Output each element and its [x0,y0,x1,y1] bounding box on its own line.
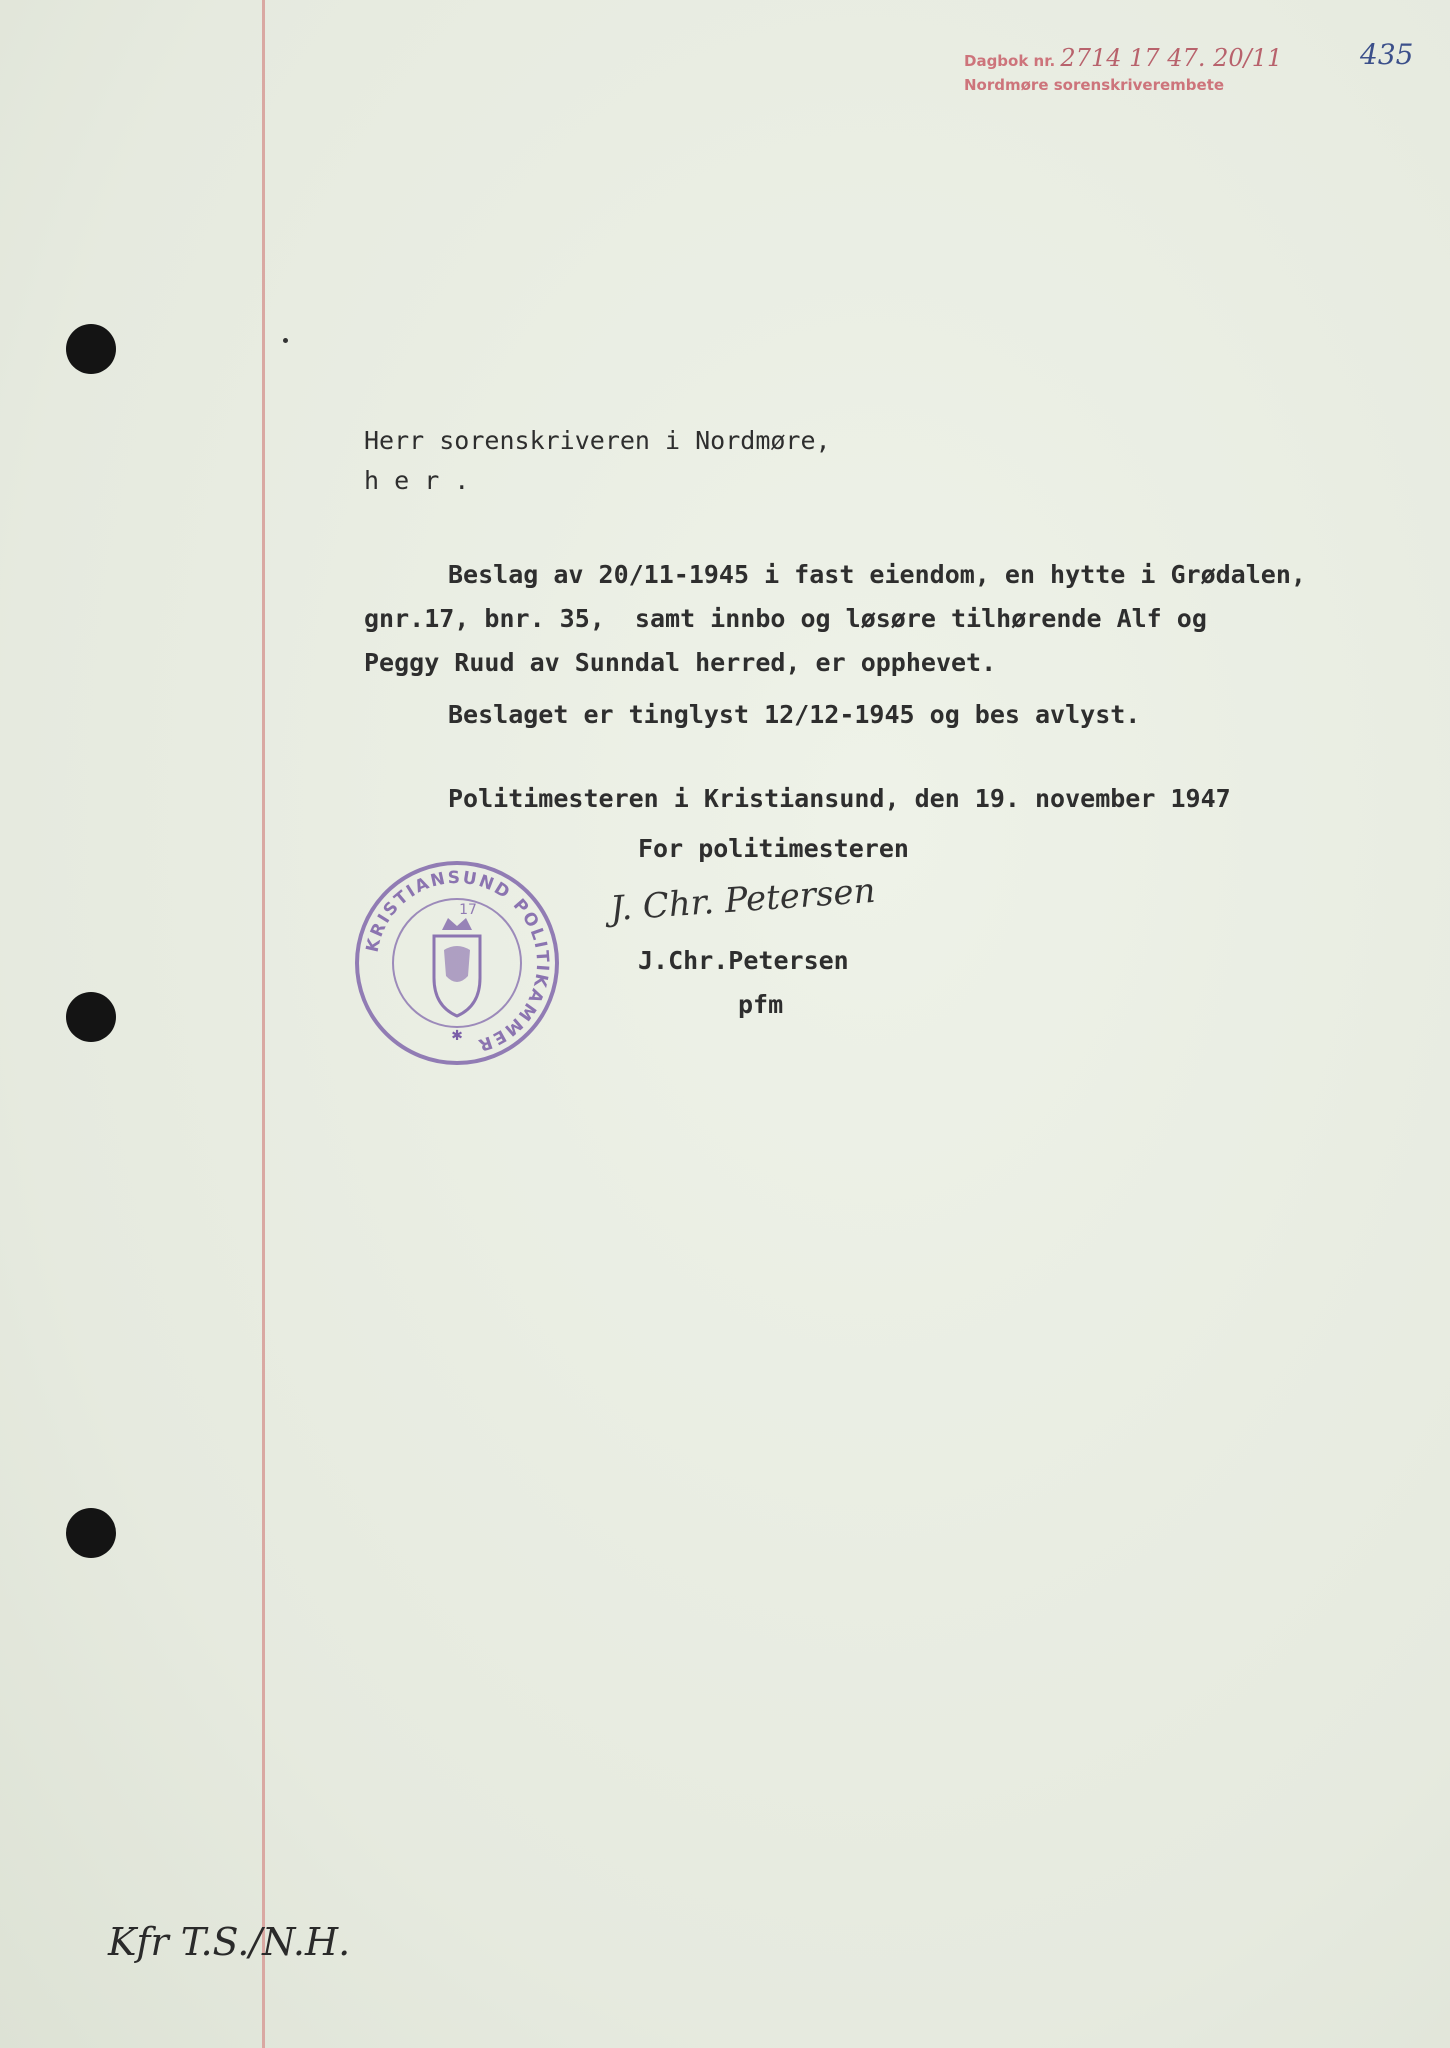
stamp-handwritten-number: 2714 17 47. 20/11 [1060,44,1283,72]
police-seal [352,858,562,1068]
signer-title: pfm [738,990,784,1019]
address-line2: h e r . [364,466,470,495]
punch-hole-top [66,324,116,374]
seal-ring-text: KRISTIANSUND POLITIKAMMER [362,867,553,1056]
punch-hole-middle [66,992,116,1042]
body-paragraph1-line1: Beslag av 20/11-1945 i fast eiendom, en hytte i Grødalen, [448,560,1306,589]
closing-place-date: Politimesteren i Kristiansund, den 19. november 1947 [448,784,1231,813]
address-line1: Herr sorenskriveren i Nordmøre, [364,426,831,455]
handwritten-note: Kfr T.S./N.H. [108,1920,351,1964]
stamp-line2: Nordmøre sorenskriverembete [964,76,1225,94]
closing-for-line: For politimesteren [638,834,909,863]
registry-stamp [964,46,1282,97]
svg-text:✱: ✱ [451,1024,463,1045]
signer-name: J.Chr.Petersen [638,946,849,975]
seal-number: 17 [459,902,477,918]
body-paragraph2: Beslaget er tinglyst 12/12-1945 og bes avlyst. [448,700,1141,729]
margin-line [262,0,265,2048]
body-paragraph1-line2: gnr.17, bnr. 35, samt innbo og løsøre tilhørende Alf og [364,604,1207,633]
page-number: 435 [1360,38,1414,71]
stamp-line1: Dagbok nr. [964,52,1056,70]
ink-dot [283,338,288,343]
body-paragraph1-line3: Peggy Ruud av Sunndal herred, er opphevet. [364,648,997,677]
handwritten-signature: J. Chr. Petersen [608,870,877,930]
punch-hole-bottom [66,1508,116,1558]
